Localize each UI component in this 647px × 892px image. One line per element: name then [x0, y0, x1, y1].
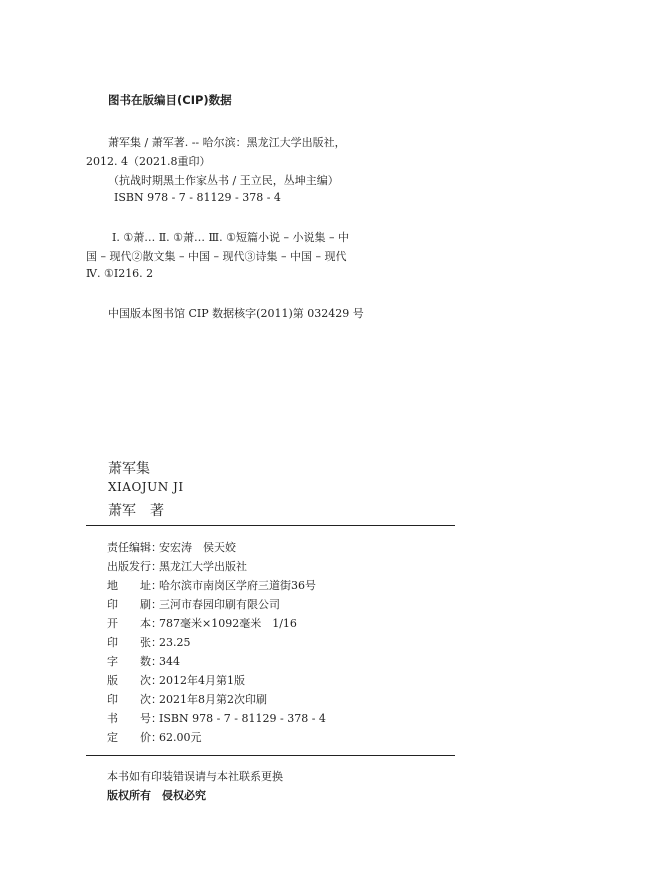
info-row-sheets [107, 634, 191, 650]
info-row-price [107, 729, 202, 745]
info-label: 地 址： [107, 579, 162, 592]
info-label: 书 号： [107, 712, 162, 725]
info-label: 版 次： [107, 674, 162, 687]
info-value: 787毫米×1092毫米 1/16 [159, 617, 297, 630]
info-value: ISBN 978 - 7 - 81129 - 378 - 4 [159, 712, 326, 725]
info-label: 开 本： [107, 617, 162, 630]
misprint-notice: 本书如有印装错误请与本社联系更换 [107, 770, 283, 783]
info-value: 安宏涛 侯天姣 [159, 541, 236, 554]
info-row-word-count [107, 653, 180, 669]
info-value: 2021年8月第2次印刷 [159, 693, 267, 706]
info-row-edition [107, 672, 245, 688]
info-value: 2012年4月第1版 [159, 674, 245, 687]
info-value: 三河市春园印刷有限公司 [159, 598, 280, 611]
info-row-publisher [107, 558, 247, 574]
info-row-address [107, 577, 316, 593]
bottom-divider [86, 755, 455, 756]
book-title-pinyin: XIAOJUN JI [108, 480, 184, 494]
info-label: 字 数： [107, 655, 162, 668]
info-label: 印 刷： [107, 598, 162, 611]
book-title: 萧军集 [108, 461, 150, 477]
info-value: 黑龙江大学出版社 [159, 560, 247, 573]
cip-line-subject-1: Ⅰ. ①萧… Ⅱ. ①萧… Ⅲ. ①短篇小说 – 小说集 – 中 [112, 231, 349, 244]
info-row-printing [107, 691, 267, 707]
info-row-format [107, 615, 297, 631]
cip-line-isbn: ISBN 978 - 7 - 81129 - 378 - 4 [114, 191, 281, 204]
info-row-isbn [107, 710, 326, 726]
info-value: 344 [159, 655, 180, 668]
cip-line-title-author: 萧军集 / 萧军著. -- 哈尔滨：黑龙江大学出版社， [108, 136, 346, 149]
cip-approval-number: 中国版本图书馆 CIP 数据核字(2011)第 032429 号 [108, 307, 364, 320]
info-label: 印 张： [107, 636, 162, 649]
info-value: 23.25 [159, 636, 191, 649]
cip-line-subject-2: 国 – 现代②散文集 – 中国 – 现代③诗集 – 中国 – 现代 [86, 250, 347, 263]
info-value: 62.00元 [159, 731, 202, 744]
cip-line-classification: Ⅳ. ①I216. 2 [86, 267, 154, 280]
copyright-notice: 版权所有 侵权必究 [107, 789, 206, 802]
cip-line-date: 2012. 4（2021.8重印） [86, 155, 211, 168]
info-label: 出版发行： [107, 560, 162, 573]
info-label: 印 次： [107, 693, 162, 706]
info-value: 哈尔滨市南岗区学府三道街36号 [159, 579, 316, 592]
info-row-printer [107, 596, 280, 612]
info-label: 责任编辑： [107, 541, 162, 554]
top-divider [86, 525, 455, 526]
info-label: 定 价： [107, 731, 162, 744]
info-row-editor [107, 539, 236, 555]
cip-heading: 图书在版编目(CIP)数据 [108, 93, 232, 107]
book-author: 萧军 著 [108, 503, 164, 519]
cip-line-series: （抗战时期黑土作家丛书 / 王立民，丛坤主编） [108, 174, 339, 187]
